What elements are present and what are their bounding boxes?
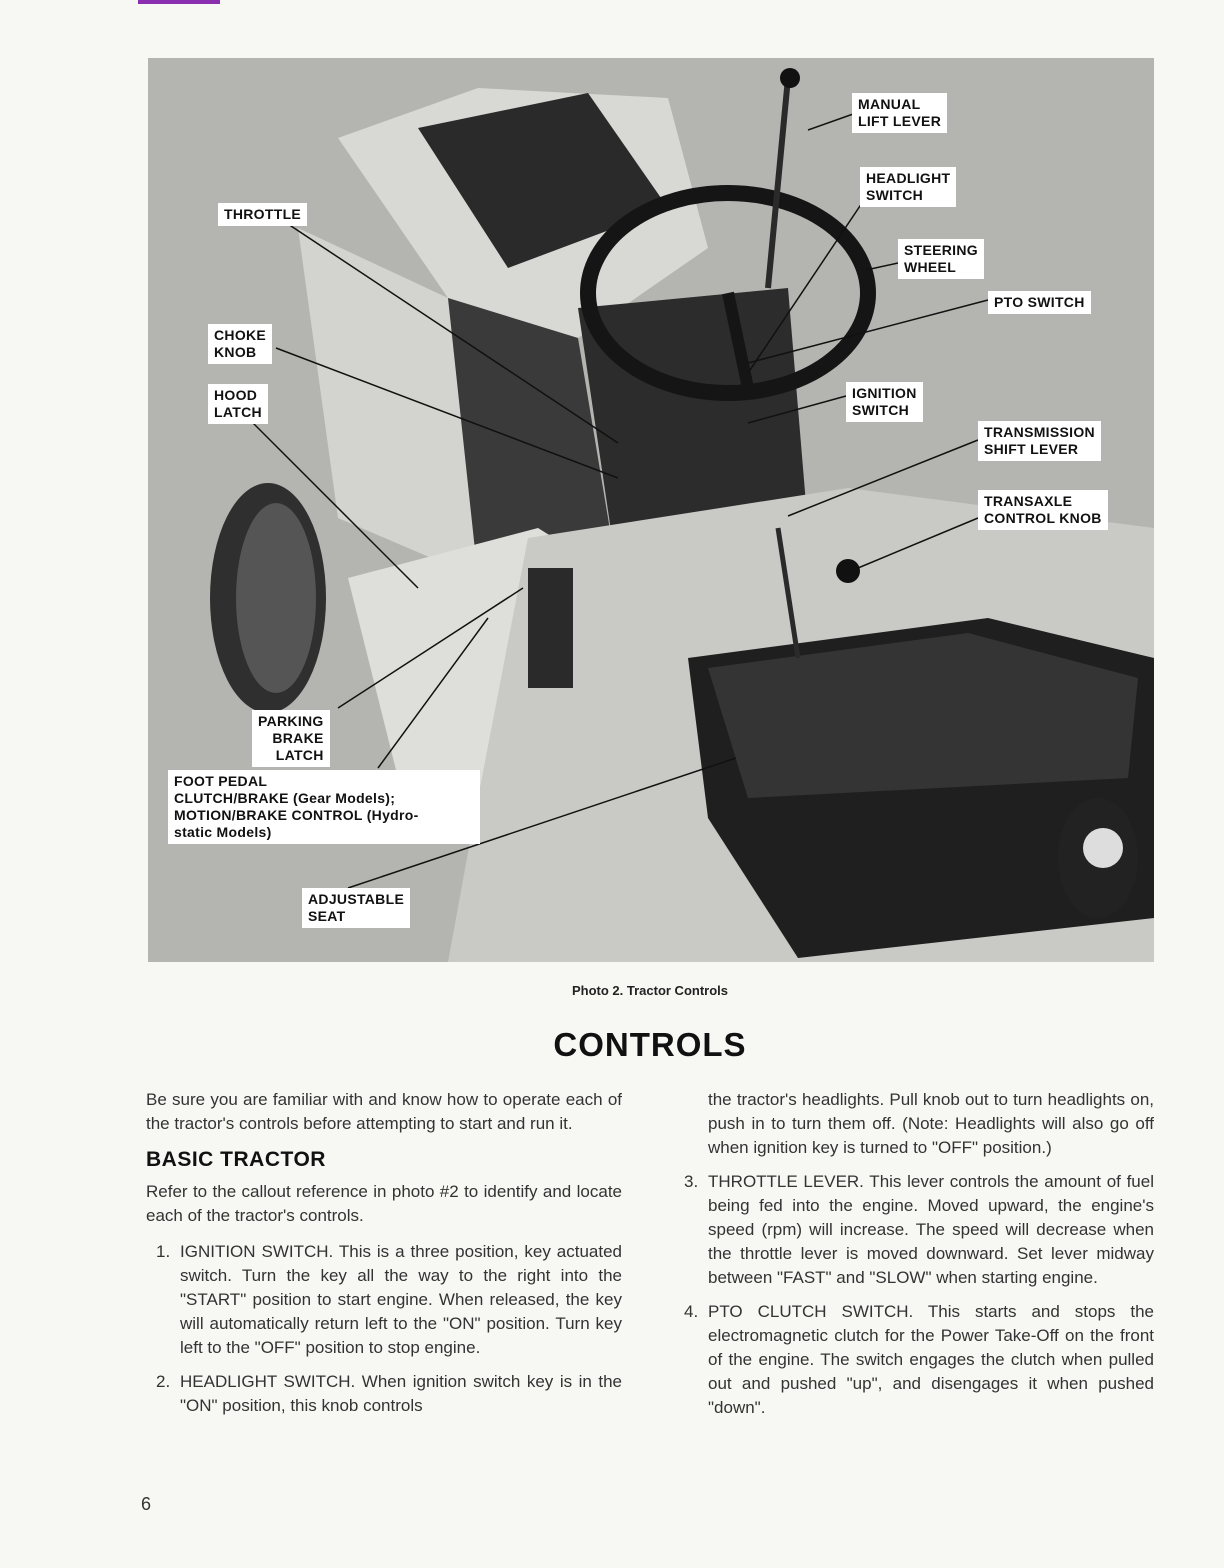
item-number: 4. [684, 1302, 699, 1321]
callout-steering-wheel: STEERING WHEEL [898, 239, 984, 279]
item-text: THROTTLE LEVER. This lever controls the amount of fuel being fed into the engine. Moved upward, the engine's speed (rpm) will increase. The speed will decrease when the throttle lever is moved downward. Set lever midway between "FAST" and "SLOW" when starting engine. [708, 1172, 1154, 1287]
list-item-continued [708, 1088, 1154, 1160]
item-text: PTO CLUTCH SWITCH. This starts and stops the electromagnetic clutch for the Power Take-Off on the front of the engine. The switch engages the clutch when pulled out and pushed "up", and disengages it when pushed "down". [708, 1302, 1154, 1417]
list-item [146, 1240, 622, 1360]
callout-transaxle-control-knob: TRANSAXLE CONTROL KNOB [978, 490, 1108, 530]
section-intro: Refer to the callout reference in photo #2 to identify and locate each of the tractor's controls. [146, 1182, 622, 1225]
callout-choke-knob: CHOKE KNOB [208, 324, 272, 364]
callout-adjustable-seat: ADJUSTABLE SEAT [302, 888, 410, 928]
item-number: 1. [156, 1242, 171, 1261]
page-tab-marker [138, 0, 220, 4]
page-title: CONTROLS [553, 1026, 747, 1063]
intro-paragraph: Be sure you are familiar with and know how to operate each of the tractor's controls before attempting to start and run it. [146, 1090, 622, 1133]
callout-foot-pedal: FOOT PEDAL CLUTCH/BRAKE (Gear Models); MOTION/BRAKE CONTROL (Hydro- static Models) [168, 770, 480, 844]
item-number: 2. [156, 1372, 171, 1391]
callout-transmission-shift-lever: TRANSMISSION SHIFT LEVER [978, 421, 1101, 461]
right-column [684, 1088, 1154, 1430]
callout-throttle: THROTTLE [218, 203, 307, 226]
list-item [684, 1300, 1154, 1420]
left-column [146, 1088, 622, 1428]
list-item [684, 1170, 1154, 1290]
callout-pto-switch: PTO SWITCH [988, 291, 1091, 314]
page-number: 6 [141, 1494, 152, 1514]
callout-hood-latch: HOOD LATCH [208, 384, 268, 424]
item-text: IGNITION SWITCH. This is a three position, key actuated switch. Turn the key all the way to the right into the "START" position to start engine. When released, the key will automatically return left to the "ON" position. Turn key left to the "OFF" position to stop engine. [180, 1242, 622, 1357]
callout-manual-lift-lever: MANUAL LIFT LEVER [852, 93, 947, 133]
list-item [146, 1370, 622, 1418]
callout-headlight-switch: HEADLIGHT SWITCH [860, 167, 956, 207]
tractor-controls-photo [148, 58, 1154, 962]
item-text: the tractor's headlights. Pull knob out to turn headlights on, push in to turn them off. (Note: Headlights will also go off when ignition key is turned to "OFF" position.) [708, 1090, 1154, 1157]
callout-ignition-switch: IGNITION SWITCH [846, 382, 923, 422]
callout-parking-brake-latch: PARKING BRAKE LATCH [252, 710, 330, 767]
photo-caption: Photo 2. Tractor Controls [571, 983, 728, 998]
section-title: BASIC TRACTOR [146, 1148, 326, 1171]
item-number: 3. [684, 1172, 699, 1191]
item-text: HEADLIGHT SWITCH. When ignition switch key is in the "ON" position, this knob controls [180, 1372, 622, 1415]
